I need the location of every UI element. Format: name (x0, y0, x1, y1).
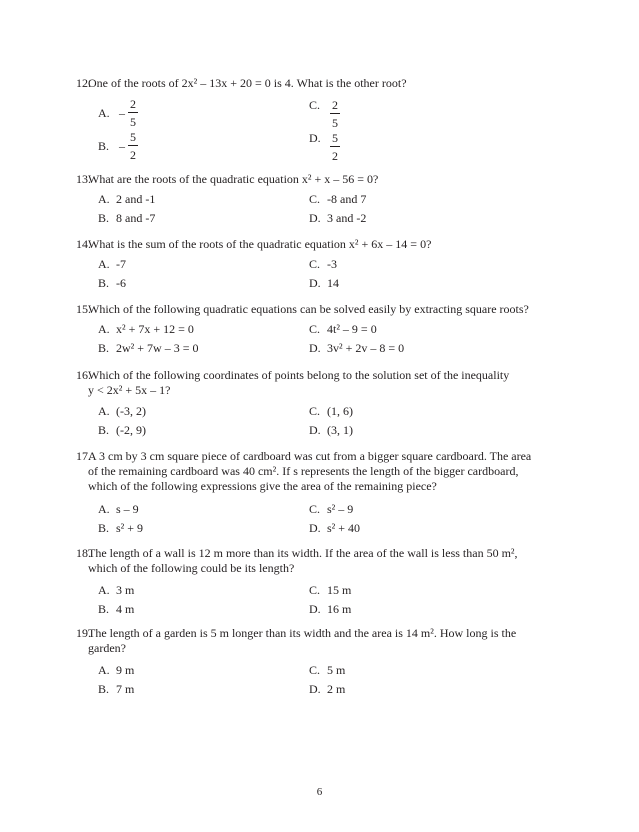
option-text: 4t² – 9 = 0 (327, 322, 377, 336)
question-number: 15. (76, 302, 91, 316)
option-b (98, 276, 126, 291)
option-d (309, 521, 360, 536)
option-letter: D. (309, 423, 321, 437)
option-letter: C. (309, 404, 321, 418)
question-14 (76, 237, 564, 290)
option-b (98, 341, 198, 356)
option-letter: B. (98, 521, 110, 535)
option-letter: A. (98, 192, 110, 206)
option-letter: C. (309, 663, 321, 677)
option-text: s² – 9 (327, 502, 354, 516)
option-text: (1, 6) (327, 404, 353, 418)
option-text: 16 m (327, 602, 352, 616)
option-letter: B. (98, 682, 110, 696)
option-letter: B. (98, 602, 110, 616)
option-a (98, 322, 194, 337)
question-text: What are the roots of the quadratic equation x² + x – 56 = 0? (88, 172, 379, 186)
question-stem (76, 302, 564, 317)
option-c (309, 404, 353, 419)
option-text: 15 m (327, 583, 352, 597)
option-a (98, 663, 134, 678)
fraction-denominator: 5 (130, 115, 136, 129)
option-text: s – 9 (116, 502, 139, 516)
option-a (98, 257, 126, 272)
option-letter: A. (98, 105, 110, 120)
option-b (98, 211, 155, 226)
question-text-line: which of the following could be its length? (88, 561, 295, 575)
question-text: What is the sum of the roots of the quadratic equation x² + 6x – 14 = 0? (88, 237, 432, 251)
question-text: Which of the following quadratic equations can be solved easily by extracting square roots? (88, 302, 529, 316)
option-text: -6 (116, 276, 126, 290)
option-letter: B. (98, 276, 110, 290)
option-letter: C. (309, 583, 321, 597)
question-15 (76, 302, 564, 355)
option-text: x² + 7x + 12 = 0 (116, 322, 194, 336)
question-number: 14. (76, 237, 91, 251)
option-letter: C. (309, 322, 321, 336)
option-letter: C. (309, 502, 321, 516)
option-text: 7 m (116, 682, 135, 696)
fraction-numerator: 2 (130, 97, 136, 111)
option-letter: A. (98, 663, 110, 677)
option-letter: D. (309, 682, 321, 696)
option-letter: C. (309, 257, 321, 271)
option-letter: C. (309, 98, 321, 112)
option-letter: A. (98, 502, 110, 516)
question-18 (76, 546, 564, 616)
fraction-numerator: 2 (332, 98, 338, 112)
option-text: 3 and -2 (327, 211, 367, 225)
fraction (119, 131, 138, 161)
option-text: 3 m (116, 583, 135, 597)
question-text-line: A 3 cm by 3 cm square piece of cardboard was cut from a bigger square cardboard. The area (88, 449, 532, 463)
option-letter: B. (98, 211, 110, 225)
question-text-line: Which of the following coordinates of points belong to the solution set of the inequality (88, 368, 510, 382)
question-stem (76, 237, 564, 252)
option-text: -3 (327, 257, 337, 271)
option-letter: A. (98, 583, 110, 597)
fraction (119, 98, 138, 128)
question-19 (76, 626, 564, 696)
option-text: (-3, 2) (116, 404, 146, 418)
fraction-sign: – (119, 105, 125, 120)
question-number: 16. (76, 368, 91, 382)
option-letter: B. (98, 423, 110, 437)
question-stem (76, 368, 564, 398)
option-b (98, 131, 138, 161)
option-text: 2w² + 7w – 3 = 0 (116, 341, 199, 355)
option-text: (3, 1) (327, 423, 353, 437)
question-text-line: of the remaining cardboard was 40 cm². If s represents the length of the bigger cardboard, (88, 464, 519, 478)
option-text: 2 m (327, 682, 346, 696)
option-text: s² + 40 (327, 521, 361, 535)
question-number: 12. (76, 76, 91, 90)
option-c (309, 98, 340, 129)
option-text: -8 and 7 (327, 192, 367, 206)
question-text-line: garden? (88, 641, 126, 655)
option-text: 4 m (116, 602, 135, 616)
option-a (98, 98, 138, 128)
fraction-numerator: 5 (332, 131, 338, 145)
option-b (98, 602, 134, 617)
option-a (98, 583, 134, 598)
option-d (309, 682, 345, 697)
question-stem (76, 626, 564, 656)
option-a (98, 192, 155, 207)
option-letter: D. (309, 602, 321, 616)
question-17 (76, 449, 564, 535)
question-text: One of the roots of 2x² – 13x + 20 = 0 is 4. What is the other root? (88, 76, 407, 90)
option-letter: A. (98, 257, 110, 271)
question-number: 18. (76, 546, 91, 560)
option-c (309, 663, 345, 678)
fraction-numerator: 5 (130, 130, 136, 144)
option-text: s² + 9 (116, 521, 144, 535)
option-letter: A. (98, 404, 110, 418)
option-d (309, 602, 351, 617)
option-letter: D. (309, 341, 321, 355)
question-stem (76, 172, 564, 187)
option-c (309, 257, 337, 272)
option-c (309, 192, 366, 207)
question-stem (76, 76, 564, 91)
option-letter: D. (309, 131, 321, 145)
question-12 (76, 76, 564, 163)
option-letter: D. (309, 276, 321, 290)
option-a (98, 404, 146, 419)
option-text: (-2, 9) (116, 423, 146, 437)
page-number: 6 (316, 786, 323, 798)
option-b (98, 423, 146, 438)
option-text: 2 and -1 (116, 192, 156, 206)
option-c (309, 583, 351, 598)
question-text-line: The length of a garden is 5 m longer than its width and the area is 14 m². How long is the (88, 626, 517, 640)
fraction (330, 99, 340, 129)
option-d (309, 211, 366, 226)
fraction-denominator: 2 (130, 148, 136, 162)
question-text-line: y < 2x² + 5x – 1? (88, 383, 171, 397)
option-text: -7 (116, 257, 126, 271)
question-number: 17. (76, 449, 91, 463)
option-text: 3v² + 2v – 8 = 0 (327, 341, 405, 355)
option-letter: D. (309, 211, 321, 225)
option-letter: B. (98, 341, 110, 355)
option-c (309, 322, 377, 337)
question-text-line: The length of a wall is 12 m more than its width. If the area of the wall is less than 50 m², (88, 546, 518, 560)
option-text: 8 and -7 (116, 211, 156, 225)
option-letter: A. (98, 322, 110, 336)
option-d (309, 131, 340, 162)
fraction-denominator: 2 (332, 149, 338, 163)
question-number: 19. (76, 626, 91, 640)
option-b (98, 682, 134, 697)
option-text: 9 m (116, 663, 135, 677)
option-text: 14 (327, 276, 339, 290)
fraction-denominator: 5 (332, 116, 338, 130)
option-c (309, 502, 353, 517)
option-d (309, 341, 404, 356)
fraction-sign: – (119, 138, 125, 153)
option-text: 5 m (327, 663, 346, 677)
question-number: 13. (76, 172, 91, 186)
option-letter: D. (309, 521, 321, 535)
question-13 (76, 172, 564, 225)
option-letter: B. (98, 138, 110, 153)
question-stem (76, 546, 564, 576)
fraction (330, 132, 340, 162)
option-letter: C. (309, 192, 321, 206)
question-text-line: which of the following expressions give the area of the remaining piece? (88, 479, 437, 493)
question-16 (76, 368, 564, 437)
option-a (98, 502, 139, 517)
option-d (309, 276, 339, 291)
option-d (309, 423, 353, 438)
option-b (98, 521, 143, 536)
question-stem (76, 449, 564, 494)
